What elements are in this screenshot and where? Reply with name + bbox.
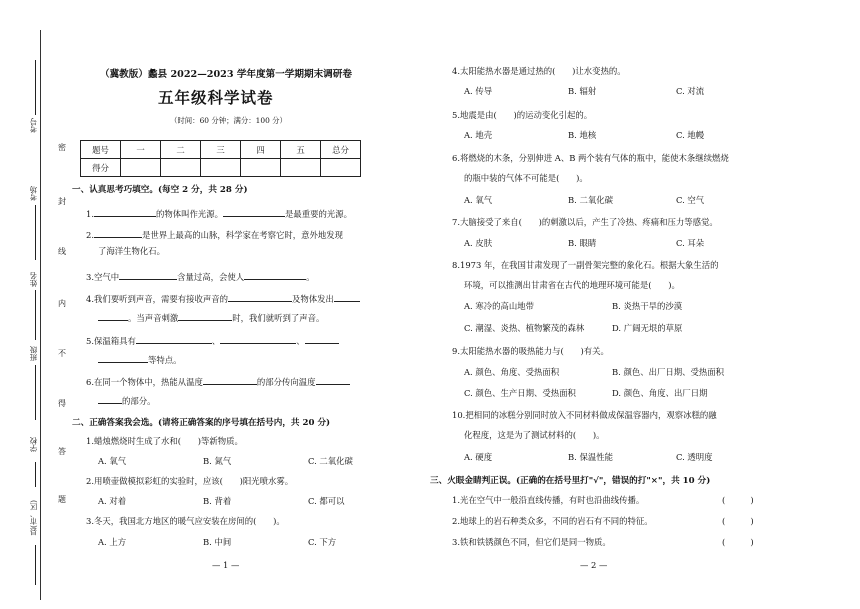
score-input-cell[interactable] xyxy=(321,159,361,177)
s2-q3-option-c[interactable]: C. 下方 xyxy=(308,537,337,547)
s2-q9-option-a[interactable]: A. 颜色、角度、受热面积 xyxy=(464,367,560,377)
s2-q7-stem: 7.大脑接受了来自( )的刺激以后，产生了冷热、疼痛和压力等感觉。 xyxy=(452,217,718,227)
answer-blank[interactable] xyxy=(305,334,339,344)
s2-q9-stem: 9.太阳能热水器的吸热能力与( )有关。 xyxy=(452,346,609,356)
seal-char: 题 xyxy=(58,495,66,504)
binding-blank-school[interactable] xyxy=(35,462,36,487)
score-input-cell[interactable] xyxy=(161,159,201,177)
binding-label-exam-number: 考号 xyxy=(29,118,38,133)
score-input-cell[interactable] xyxy=(281,159,321,177)
binding-blank-name[interactable] xyxy=(35,290,36,340)
answer-blank[interactable] xyxy=(119,270,177,280)
s2-q10-option-b[interactable]: B. 保温性能 xyxy=(568,452,613,462)
score-cell: 五 xyxy=(281,141,321,159)
score-cell: 题号 xyxy=(81,141,121,159)
s2-q3-option-b[interactable]: B. 中间 xyxy=(203,537,232,547)
s2-q2-option-c[interactable]: C. 都可以 xyxy=(308,496,345,506)
score-cell: 总分 xyxy=(321,141,361,159)
s3-item-2-bracket[interactable]: ( ) xyxy=(722,516,754,526)
s2-q5-option-c[interactable]: C. 地幔 xyxy=(676,130,705,140)
s2-q8-option-c[interactable]: C. 潮湿、炎热、植物繁茂的森林 xyxy=(464,323,585,333)
section1-heading: 一、认真思考巧填空。(每空 2 分，共 28 分) xyxy=(72,185,248,195)
page-number-left: — 1 — xyxy=(212,560,240,570)
s2-q10-option-c[interactable]: C. 透明度 xyxy=(676,452,713,462)
answer-blank[interactable] xyxy=(334,292,360,302)
answer-blank[interactable] xyxy=(94,228,142,238)
s1-q1: 1. 的物体叫作光源。 是最重要的光源。 xyxy=(86,209,352,219)
s2-q6-option-c[interactable]: C. 空气 xyxy=(676,195,705,205)
score-cell: 四 xyxy=(241,141,281,159)
binding-edge-line xyxy=(40,30,41,600)
s2-q5-option-a[interactable]: A. 地壳 xyxy=(464,130,493,140)
binding-blank-exam-number[interactable] xyxy=(35,60,36,115)
answer-blank[interactable] xyxy=(94,207,156,217)
s2-q1-stem: 1.蜡烛燃烧时生成了水和( )等新物质。 xyxy=(86,436,243,446)
s1-q6-line2: 的部分。 xyxy=(98,394,156,407)
s2-q7-option-c[interactable]: C. 耳朵 xyxy=(676,238,705,248)
s2-q3-stem: 3.冬天，我国北方地区的暖气应安装在房间的( )。 xyxy=(86,516,285,526)
score-table-score-row xyxy=(81,159,361,177)
score-cell: 二 xyxy=(161,141,201,159)
binding-label-county: 县(市、区) xyxy=(29,500,38,536)
binding-label-school: 学校 xyxy=(29,437,38,452)
s1-q4-line1: 4.我们要听到声音，需要有接收声音的 及物体发出 xyxy=(86,292,360,305)
s1-q6-line1: 6.在同一个物体中，热能从温度 的部分传向温度 xyxy=(86,375,350,388)
s2-q8-option-d[interactable]: D. 广阔无垠的草原 xyxy=(612,323,683,333)
s2-q10-stem-line1: 10.把相同的冰糕分别同时放入不同材料做成保温容器内，观察冰糕的融 xyxy=(452,410,717,420)
s2-q6-option-a[interactable]: A. 氧气 xyxy=(464,195,493,205)
answer-blank[interactable] xyxy=(98,353,148,363)
answer-blank[interactable] xyxy=(228,292,292,302)
score-table-header-row xyxy=(81,141,361,159)
s2-q10-option-a[interactable]: A. 硬度 xyxy=(464,452,493,462)
s1-q5-line1: 5.保温箱具有 、 、 xyxy=(86,334,339,347)
seal-char: 线 xyxy=(58,247,66,256)
s1-q5-line2: 等特点。 xyxy=(98,353,182,366)
s2-q1-option-c[interactable]: C. 二氧化碳 xyxy=(308,456,353,466)
s2-q4-option-a[interactable]: A. 传导 xyxy=(464,86,493,96)
s2-q1-option-a[interactable]: A. 氧气 xyxy=(98,456,127,466)
seal-char: 内 xyxy=(58,299,66,308)
binding-blank-class[interactable] xyxy=(35,365,36,420)
binding-label-class: 班级 xyxy=(29,346,38,361)
section2-heading: 二、正确答案我会选。(请将正确答案的序号填在括号内，共 20 分) xyxy=(72,418,331,428)
answer-blank[interactable] xyxy=(244,270,306,280)
answer-blank[interactable] xyxy=(98,311,128,321)
binding-blank-exam-room[interactable] xyxy=(35,205,36,260)
score-table xyxy=(80,140,361,177)
page-number-right: — 2 — xyxy=(580,560,608,570)
grade-title: 五年级科学试卷 xyxy=(158,88,274,107)
s2-q5-option-b[interactable]: B. 地核 xyxy=(568,130,597,140)
s2-q10-stem-line2: 化程度，这是为了测试材料的( )。 xyxy=(464,430,605,440)
binding-label-exam-room: 考场 xyxy=(29,186,38,201)
answer-blank[interactable] xyxy=(220,334,296,344)
s1-q3: 3.空气中 含量过高，会使人 。 xyxy=(86,272,315,282)
seal-char: 封 xyxy=(58,197,66,206)
answer-blank[interactable] xyxy=(178,311,232,321)
s3-item-1: 1.光在空气中一般沿直线传播，有时也沿曲线传播。 xyxy=(452,495,645,505)
s3-item-2: 2.地球上的岩石种类众多，不同的岩石有不同的特征。 xyxy=(452,516,653,526)
seal-char: 密 xyxy=(58,143,66,152)
s2-q9-option-c[interactable]: C. 颜色、生产日期、受热面积 xyxy=(464,388,576,398)
s3-item-1-bracket[interactable]: ( ) xyxy=(722,495,754,505)
s2-q8-stem-line2: 环境，可以推测出甘肃省在古代的地理环境可能是( )。 xyxy=(464,280,680,290)
binding-blank-county[interactable] xyxy=(35,545,36,585)
s1-q2-line2: 了海洋生物化石。 xyxy=(98,246,165,256)
s2-q2-option-b[interactable]: B. 背着 xyxy=(203,496,232,506)
s2-q5-stem: 5.地震是由( )的运动变化引起的。 xyxy=(452,110,593,120)
seal-char: 不 xyxy=(58,349,66,358)
s2-q9-option-b[interactable]: B. 颜色、出厂日期、受热面积 xyxy=(612,367,724,377)
answer-blank[interactable] xyxy=(136,334,212,344)
s3-item-3: 3.铁和铁锈颜色不同，但它们是同一物质。 xyxy=(452,537,611,547)
score-input-cell[interactable] xyxy=(121,159,161,177)
score-cell: 得分 xyxy=(81,159,121,177)
s2-q4-stem: 4.太阳能热水器是通过热的( )让水变热的。 xyxy=(452,66,626,76)
s2-q2-stem: 2.用喷壶做模拟彩虹的实验时，应该( )阳光喷水雾。 xyxy=(86,476,294,486)
s2-q3-option-a[interactable]: A. 上方 xyxy=(98,537,127,547)
s2-q7-option-b[interactable]: B. 眼睛 xyxy=(568,238,597,248)
answer-blank[interactable] xyxy=(223,207,285,217)
s2-q4-option-b[interactable]: B. 辐射 xyxy=(568,86,597,96)
s2-q2-option-a[interactable]: A. 对着 xyxy=(98,496,127,506)
s2-q6-stem-line2: 的瓶中装的气体不可能是( )。 xyxy=(464,173,588,183)
score-input-cell[interactable] xyxy=(241,159,281,177)
s2-q1-option-b[interactable]: B. 氮气 xyxy=(203,456,232,466)
exam-title: （冀教版）蠡县 2022—2023 学年度第一学期期末调研卷 xyxy=(100,69,352,80)
score-cell: 三 xyxy=(201,141,241,159)
seal-char: 得 xyxy=(58,399,66,408)
s2-q6-option-b[interactable]: B. 二氧化碳 xyxy=(568,195,613,205)
s1-q2-line1: 2. 是世界上最高的山脉，科学家在考察它时，意外地发现 xyxy=(86,230,343,240)
s2-q4-option-c[interactable]: C. 对流 xyxy=(676,86,705,96)
answer-blank[interactable] xyxy=(203,375,257,385)
s2-q8-stem-line1: 8.1973 年，在我国甘肃发现了一副骨架完整的象化石。根据大象生活的 xyxy=(452,260,719,270)
s1-q4-line2: 。当声音刺激 时，我们就听到了声音。 xyxy=(98,311,324,324)
seal-char: 答 xyxy=(58,447,66,456)
s3-item-3-bracket[interactable]: ( ) xyxy=(722,537,754,547)
answer-blank[interactable] xyxy=(98,394,122,404)
binding-label-name: 姓名 xyxy=(29,272,38,287)
s2-q8-option-a[interactable]: A. 寒冷的高山地带 xyxy=(464,301,534,311)
score-input-cell[interactable] xyxy=(201,159,241,177)
time-info: （时间：60 分钟；满分：100 分） xyxy=(170,116,287,125)
s2-q9-option-d[interactable]: D. 颜色、角度、出厂日期 xyxy=(612,388,708,398)
answer-blank[interactable] xyxy=(316,375,350,385)
s2-q8-option-b[interactable]: B. 炎热干旱的沙漠 xyxy=(612,301,683,311)
score-cell: 一 xyxy=(121,141,161,159)
section3-heading: 三、火眼金睛判正误。(正确的在括号里打"√"，错误的打"×"，共 10 分) xyxy=(430,476,711,486)
s2-q7-option-a[interactable]: A. 皮肤 xyxy=(464,238,493,248)
s2-q6-stem-line1: 6.将燃烧的木条，分别伸进 A、B 两个装有气体的瓶中，能使木条继续燃烧 xyxy=(452,153,729,163)
